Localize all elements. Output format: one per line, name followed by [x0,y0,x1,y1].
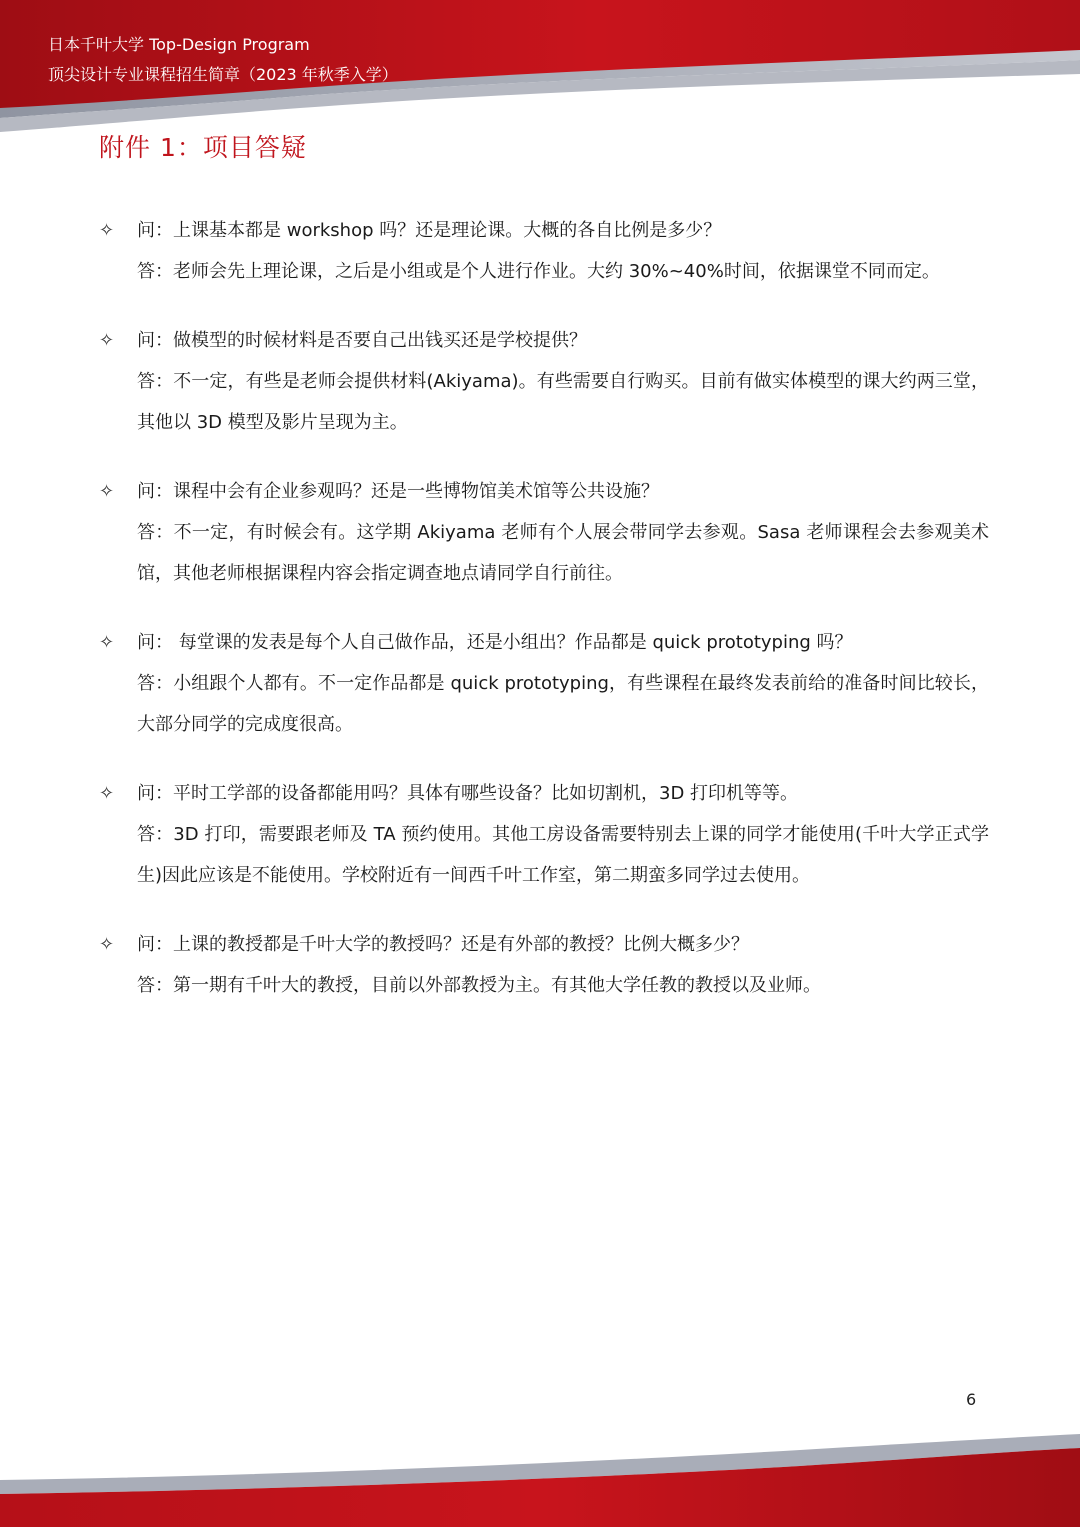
faq-answer: 答：不一定，有些是老师会提供材料(Akiyama)。有些需要自行购买。目前有做实体模型的课大约两三堂，其他以 3D 模型及影片呈现为主。 [137,371,989,433]
diamond-bullet-icon: ✧ [99,632,115,653]
footer-banner [0,1420,1080,1527]
faq-item [99,471,989,594]
header-line-2: 顶尖设计专业课程招生简章（2023 年秋季入学） [48,65,398,84]
faq-answer: 答：3D 打印，需要跟老师及 TA 预约使用。其他工房设备需要特别去上课的同学才能使用(千叶大学正式学生)因此应该是不能使用。学校附近有一间西千叶工作室，第二期蛮多同学过去使用。 [137,824,989,886]
faq-answer: 答：不一定，有时候会有。这学期 Akiyama 老师有个人展会带同学去参观。Sasa 老师课程会去参观美术馆，其他老师根据课程内容会指定调查地点请同学自行前往。 [137,522,989,584]
diamond-bullet-icon: ✧ [99,330,115,351]
faq-question: 问：课程中会有企业参观吗？还是一些博物馆美术馆等公共设施？ [137,481,659,502]
header-line-1: 日本千叶大学 Top-Design Program [48,35,310,54]
faq-item [99,210,989,292]
faq-item [99,773,989,896]
faq-answer: 答：老师会先上理论课，之后是小组或是个人进行作业。大约 30%~40%时间，依据课堂不同而定。 [137,261,940,282]
diamond-bullet-icon: ✧ [99,783,115,804]
faq-item [99,320,989,443]
section-title: 附件 1：项目答疑 [99,133,307,162]
faq-answer: 答：小组跟个人都有。不一定作品都是 quick prototyping，有些课程在最终发表前给的准备时间比较长，大部分同学的完成度很高。 [137,673,989,735]
faq-question: 问：做模型的时候材料是否要自己出钱买还是学校提供？ [137,330,587,351]
faq-item [99,622,989,745]
diamond-bullet-icon: ✧ [99,934,115,955]
faq-item [99,924,989,1006]
faq-question: 问：上课基本都是 workshop 吗？还是理论课。大概的各自比例是多少？ [137,220,722,241]
faq-answer: 答：第一期有千叶大的教授，目前以外部教授为主。有其他大学任教的教授以及业师。 [137,975,821,996]
faq-question: 问：平时工学部的设备都能用吗？具体有哪些设备？比如切割机，3D 打印机等等。 [137,783,799,804]
page-number: 6 [966,1390,977,1409]
diamond-bullet-icon: ✧ [99,481,115,502]
faq-question: 问： 每堂课的发表是每个人自己做作品，还是小组出？作品都是 quick prototyping 吗？ [137,632,853,653]
faq-list [99,210,989,1034]
diamond-bullet-icon: ✧ [99,220,115,241]
header-text [48,30,398,90]
faq-question: 问：上课的教授都是千叶大学的教授吗？还是有外部的教授？比例大概多少？ [137,934,749,955]
